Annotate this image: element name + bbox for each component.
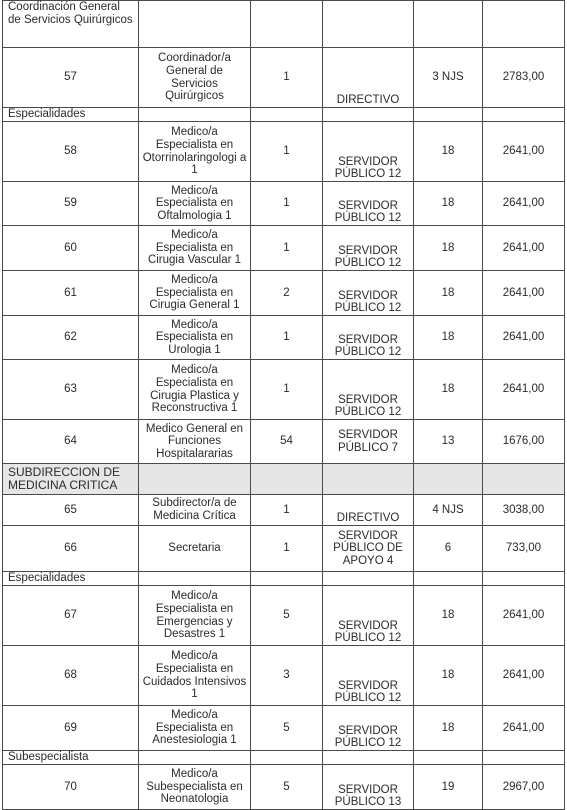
position-group: SERVIDOR PÚBLICO 12 <box>323 316 414 360</box>
section-label: Coordinación General de Servicios Quirúrgicos <box>3 1 139 48</box>
staffing-table-document <box>2 0 564 810</box>
section-row-especialidades <box>3 108 565 122</box>
position-group: SERVIDOR PÚBLICO 12 <box>323 646 414 706</box>
position-salary: 2641,00 <box>483 706 565 751</box>
position-group: DIRECTIVO <box>323 495 414 526</box>
table-row <box>3 122 565 182</box>
position-count: 5 <box>251 706 323 751</box>
row-number: 63 <box>3 360 139 420</box>
position-count: 1 <box>251 182 323 226</box>
position-group: SERVIDOR PÚBLICO 12 <box>323 271 414 316</box>
position-salary: 2641,00 <box>483 122 565 182</box>
position-title: Medico/a Especialista en Emergencias y Desastres 1 <box>139 586 251 646</box>
section-label: Especialidades <box>3 572 139 586</box>
position-title: Medico/a Especialista en Cuidados Intensivos 1 <box>139 646 251 706</box>
position-salary: 2783,00 <box>483 48 565 108</box>
position-count: 1 <box>251 316 323 360</box>
staffing-table <box>2 0 565 810</box>
row-number: 69 <box>3 706 139 751</box>
position-count: 1 <box>251 526 323 572</box>
position-title: Medico General en Funciones Hospitalararias <box>139 420 251 464</box>
position-grade: 18 <box>414 586 483 646</box>
position-title: Coordinador/a General de Servicios Quirúrgicos <box>139 48 251 108</box>
position-title: Secretaria <box>139 526 251 572</box>
position-count: 1 <box>251 226 323 271</box>
position-title: Medico/a Especialista en Cirugia Vascular 1 <box>139 226 251 271</box>
position-group: SERVIDOR PÚBLICO 12 <box>323 706 414 751</box>
section-row-coordinacion <box>3 1 565 48</box>
position-grade: 18 <box>414 360 483 420</box>
table-row <box>3 706 565 751</box>
position-salary: 3038,00 <box>483 495 565 526</box>
position-group: SERVIDOR PÚBLICO 12 <box>323 360 414 420</box>
section-label: Especialidades <box>3 108 139 122</box>
position-group: SERVIDOR PÚBLICO 12 <box>323 586 414 646</box>
position-title: Medico/a Especialista en Oftalmologia 1 <box>139 182 251 226</box>
row-number: 64 <box>3 420 139 464</box>
row-number: 61 <box>3 271 139 316</box>
table-row <box>3 48 565 108</box>
position-salary: 2641,00 <box>483 271 565 316</box>
position-group: SERVIDOR PÚBLICO 12 <box>323 226 414 271</box>
table-row <box>3 226 565 271</box>
position-grade: 18 <box>414 706 483 751</box>
section-label: SUBDIRECCION DE MEDICINA CRITICA <box>3 464 139 495</box>
position-title: Medico/a Especialista en Cirugia General 1 <box>139 271 251 316</box>
row-number: 60 <box>3 226 139 271</box>
position-count: 1 <box>251 48 323 108</box>
row-number: 68 <box>3 646 139 706</box>
position-salary: 733,00 <box>483 526 565 572</box>
table-row <box>3 271 565 316</box>
position-salary: 2641,00 <box>483 586 565 646</box>
section-label: Subespecialista <box>3 751 139 765</box>
position-grade: 18 <box>414 271 483 316</box>
position-count: 3 <box>251 646 323 706</box>
position-title: Medico/a Especialista en Cirugia Plastica y Reconstructiva 1 <box>139 360 251 420</box>
table-row <box>3 495 565 526</box>
position-count: 1 <box>251 360 323 420</box>
position-grade: 6 <box>414 526 483 572</box>
position-grade: 18 <box>414 646 483 706</box>
row-number: 70 <box>3 765 139 810</box>
table-row <box>3 526 565 572</box>
position-grade: 18 <box>414 182 483 226</box>
row-number: 59 <box>3 182 139 226</box>
position-title: Medico/a Subespecialista en Neonatologia <box>139 765 251 810</box>
position-grade: 18 <box>414 226 483 271</box>
position-title: Medico/a Especialista en Otorrinolaringologi a 1 <box>139 122 251 182</box>
position-count: 54 <box>251 420 323 464</box>
position-grade: 18 <box>414 316 483 360</box>
row-number: 67 <box>3 586 139 646</box>
position-grade: 13 <box>414 420 483 464</box>
table-row <box>3 765 565 810</box>
position-salary: 2641,00 <box>483 360 565 420</box>
table-row <box>3 646 565 706</box>
position-grade: 18 <box>414 122 483 182</box>
table-row <box>3 360 565 420</box>
position-grade: 3 NJS <box>414 48 483 108</box>
position-grade: 4 NJS <box>414 495 483 526</box>
position-grade: 19 <box>414 765 483 810</box>
position-count: 1 <box>251 122 323 182</box>
position-group: DIRECTIVO <box>323 48 414 108</box>
position-count: 1 <box>251 495 323 526</box>
position-salary: 1676,00 <box>483 420 565 464</box>
position-group: SERVIDOR PÚBLICO DE APOYO 4 <box>323 526 414 572</box>
position-salary: 2641,00 <box>483 316 565 360</box>
table-row <box>3 182 565 226</box>
row-number: 66 <box>3 526 139 572</box>
section-row-subdireccion <box>3 464 565 495</box>
position-salary: 2967,00 <box>483 765 565 810</box>
position-title: Medico/a Especialista en Urologia 1 <box>139 316 251 360</box>
position-count: 5 <box>251 765 323 810</box>
position-salary: 2641,00 <box>483 226 565 271</box>
position-salary: 2641,00 <box>483 182 565 226</box>
section-row-subespecialista <box>3 751 565 765</box>
table-row <box>3 316 565 360</box>
table-row <box>3 420 565 464</box>
row-number: 62 <box>3 316 139 360</box>
position-count: 5 <box>251 586 323 646</box>
position-group: SERVIDOR PÚBLICO 7 <box>323 420 414 464</box>
row-number: 57 <box>3 48 139 108</box>
position-group: SERVIDOR PÚBLICO 12 <box>323 122 414 182</box>
position-salary: 2641,00 <box>483 646 565 706</box>
row-number: 58 <box>3 122 139 182</box>
table-row <box>3 586 565 646</box>
section-row-especialidades <box>3 572 565 586</box>
position-title: Subdirector/a de Medicina Crítica <box>139 495 251 526</box>
row-number: 65 <box>3 495 139 526</box>
position-group: SERVIDOR PÚBLICO 13 <box>323 765 414 810</box>
position-title: Medico/a Especialista en Anestesiologia 1 <box>139 706 251 751</box>
position-count: 2 <box>251 271 323 316</box>
position-group: SERVIDOR PÚBLICO 12 <box>323 182 414 226</box>
